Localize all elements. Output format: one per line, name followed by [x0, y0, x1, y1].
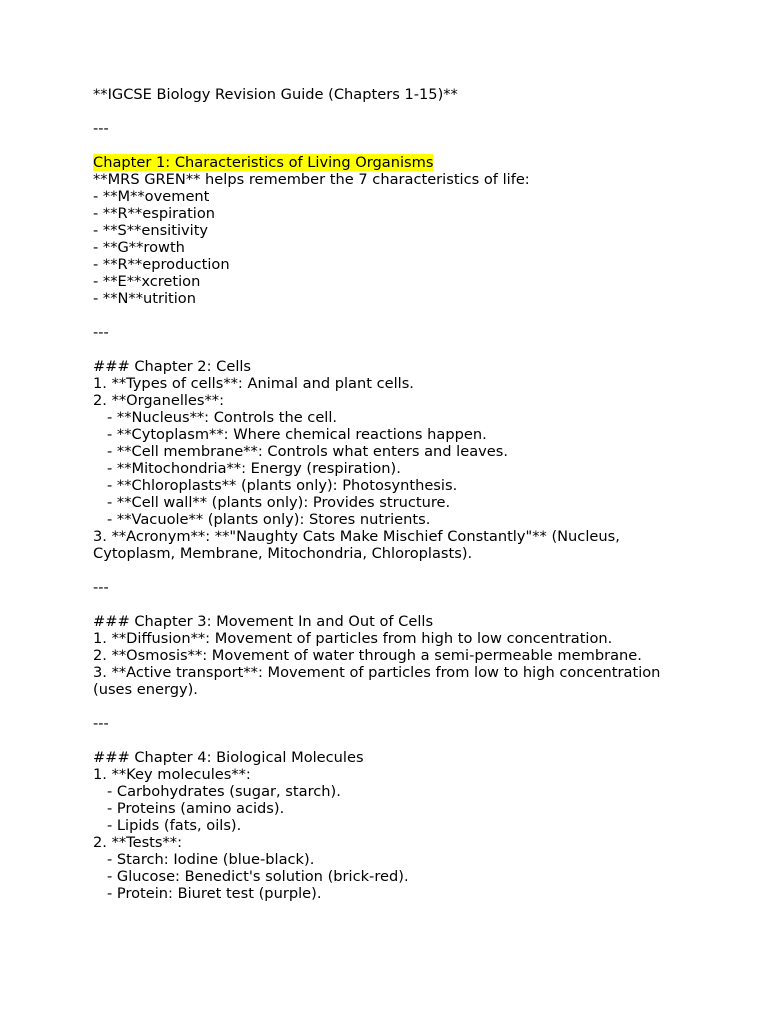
list-item: - **Vacuole** (plants only): Stores nutrients. [107, 511, 431, 528]
list-item: - **R**eproduction [93, 256, 230, 273]
list-item: - Glucose: Benedict's solution (brick-red). [107, 868, 409, 885]
chapter-2-point-3: 3. **Acronym**: **"Naughty Cats Make Mischief Constantly"** (Nucleus, Cytoplasm, Membrane, Mitochondria, Chloroplasts). [93, 528, 620, 562]
list-item: - Carbohydrates (sugar, starch). [107, 783, 341, 800]
blank-line [93, 596, 693, 613]
chapter-2-point-1: 1. **Types of cells**: Animal and plant cells. [93, 375, 414, 392]
list-item: - **Cell wall** (plants only): Provides structure. [107, 494, 451, 511]
chapter-1-heading [93, 154, 693, 171]
list-item: - Starch: Iodine (blue-black). [107, 851, 315, 868]
list-item: - Lipids (fats, oils). [107, 817, 242, 834]
list-item: - **Cytoplasm**: Where chemical reactions happen. [107, 426, 487, 443]
list-item: - **S**ensitivity [93, 222, 209, 239]
chapter-3-point-1: 1. **Diffusion**: Movement of particles from high to low concentration. [93, 630, 613, 647]
chapter-1-heading-highlight: Chapter 1: Characteristics of Living Organisms [93, 154, 434, 171]
list-item: - **G**rowth [93, 239, 185, 256]
separator: --- [93, 120, 109, 137]
chapter-2-heading: ### Chapter 2: Cells [93, 358, 252, 375]
list-item: - **Chloroplasts** (plants only): Photosynthesis. [107, 477, 458, 494]
list-item: - **Mitochondria**: Energy (respiration). [107, 460, 401, 477]
list-item: - **M**ovement [93, 188, 210, 205]
blank-line [93, 698, 693, 715]
chapter-3-heading: ### Chapter 3: Movement In and Out of Cells [93, 613, 434, 630]
separator: --- [93, 715, 109, 732]
chapter-4-point-2: 2. **Tests**: [93, 834, 183, 851]
chapter-2-point-2: 2. **Organelles**: [93, 392, 225, 409]
chapter-1-intro: **MRS GREN** helps remember the 7 characteristics of life: [93, 171, 530, 188]
list-item: - Proteins (amino acids). [107, 800, 285, 817]
document-title: **IGCSE Biology Revision Guide (Chapters 1-15)** [93, 86, 458, 103]
list-item: - **E**xcretion [93, 273, 201, 290]
chapter-3-point-2: 2. **Osmosis**: Movement of water through a semi-permeable membrane. [93, 647, 642, 664]
blank-line [93, 103, 693, 120]
blank-line [93, 137, 693, 154]
list-item: - **R**espiration [93, 205, 216, 222]
list-item: - **Nucleus**: Controls the cell. [107, 409, 338, 426]
chapter-4-heading: ### Chapter 4: Biological Molecules [93, 749, 364, 766]
chapter-3-point-3: 3. **Active transport**: Movement of particles from low to high concentration (uses energy). [93, 664, 661, 698]
blank-line [93, 341, 693, 358]
chapter-4-point-1: 1. **Key molecules**: [93, 766, 251, 783]
list-item: - **N**utrition [93, 290, 196, 307]
separator: --- [93, 579, 109, 596]
blank-line [93, 732, 693, 749]
list-item: - **Cell membrane**: Controls what enters and leaves. [107, 443, 508, 460]
list-item: - Protein: Biuret test (purple). [107, 885, 322, 902]
blank-line [93, 562, 693, 579]
blank-line [93, 307, 693, 324]
document-page [93, 86, 693, 902]
separator: --- [93, 324, 109, 341]
